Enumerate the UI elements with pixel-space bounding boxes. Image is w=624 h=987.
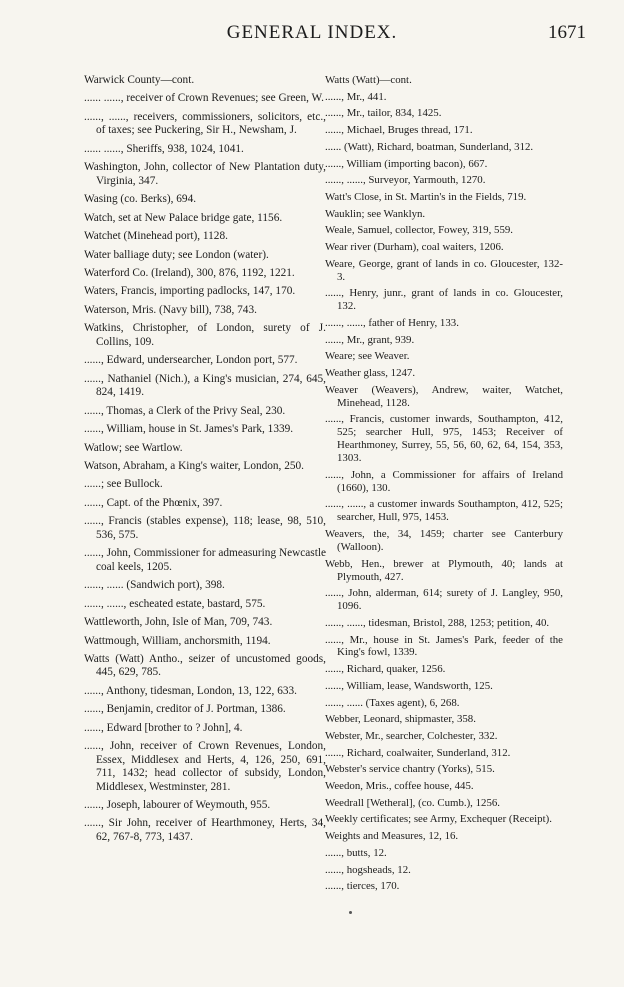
index-entry: ...... (Watt), Richard, boatman, Sunderland, 312. [325, 140, 534, 153]
index-entry: ......, Mr., tailor, 834, 1425. [325, 107, 442, 120]
index-entry: Washington, John, collector of New Plantation duty, Virginia, 347. [84, 161, 326, 187]
index-entry: Weekly certificates; see Army, Exchequer (Receipt). [325, 813, 552, 826]
index-entry: Weale, Samuel, collector, Fowey, 319, 559. [325, 224, 514, 237]
index-column-left [84, 74, 326, 849]
index-entry: Watch, set at New Palace bridge gate, 1156. [84, 211, 283, 224]
index-entry: ......, William (importing bacon), 667. [325, 157, 488, 170]
index-entry: Watts (Watt)—cont. [325, 74, 412, 86]
index-entry: Weights and Measures, 12, 16. [325, 830, 459, 843]
index-entry: ......, Anthony, tidesman, London, 13, 122, 633. [84, 684, 297, 697]
index-entry: Warwick County—cont. [84, 74, 195, 86]
page-number: 1671 [548, 22, 586, 43]
index-entry: Watt's Close, in St. Martin's in the Fields, 719. [325, 190, 527, 203]
index-entry: ......, ......, escheated estate, bastard, 575. [84, 597, 266, 610]
index-entry: ......, Thomas, a Clerk of the Privy Seal, 230. [84, 404, 286, 417]
index-entry: Weather glass, 1247. [325, 367, 416, 380]
index-entry: Wattleworth, John, Isle of Man, 709, 743. [84, 616, 273, 629]
index-entry: Wear river (Durham), coal waiters, 1206. [325, 241, 504, 254]
index-entry: ......, William, lease, Wandsworth, 125. [325, 679, 493, 692]
index-entry: Webster's service chantry (Yorks), 515. [325, 763, 495, 776]
index-entry: Waters, Francis, importing padlocks, 147, 170. [84, 285, 296, 298]
index-entry: Weedrall [Wetheral], (co. Cumb.), 1256. [325, 796, 501, 809]
index-entry: Wattmough, William, anchorsmith, 1194. [84, 634, 271, 647]
index-entry: Webster, Mr., searcher, Colchester, 332. [325, 729, 498, 742]
index-entry: ......, John, receiver of Crown Revenues, London, Essex, Middlesex and Herts, 4, 126, 250, 691, 711, 1432; head collector of subsidy, London, Middlesex, Westminster, 281. [84, 740, 326, 793]
index-entry: Watlow; see Wartlow. [84, 441, 183, 454]
index-entry: Weedon, Mris., coffee house, 445. [325, 780, 474, 793]
index-entry: ......, Sir John, receiver of Hearthmoney, Herts, 34, 62, 767-8, 773, 1437. [84, 817, 326, 843]
index-entry: Webber, Leonard, shipmaster, 358. [325, 713, 476, 726]
index-entry: ......, Francis (stables expense), 118; lease, 98, 510, 536, 575. [84, 515, 326, 541]
index-entry: ......, Francis, customer inwards, Southampton, 412, 525; searcher Hull, 975, 1453; Receiver of Hearthmoney, Surrey, 55, 56, 60, 62, 64, 154, 353, 1303. [325, 413, 563, 465]
index-entry: ......, Mr., house in St. James's Park, feeder of the King's fowl, 1339. [325, 633, 563, 659]
index-entry: Waterford Co. (Ireland), 300, 876, 1192, 1221. [84, 266, 295, 279]
index-entry: ......, ......, Surveyor, Yarmouth, 1270. [325, 174, 486, 187]
index-entry: ...... ......, receiver of Crown Revenues; see Green, W. [84, 92, 324, 105]
index-entry: ......, Joseph, labourer of Weymouth, 955. [84, 799, 271, 812]
index-entry: Watkins, Christopher, of London, surety of J. Collins, 109. [84, 322, 326, 348]
page-mark [349, 911, 352, 914]
index-entry: ...... ......, Sheriffs, 938, 1024, 1041. [84, 142, 244, 155]
index-entry: Watts (Watt) Antho., seizer of uncustomed goods, 445, 629, 785. [84, 652, 326, 679]
index-entry: Water balliage duty; see London (water). [84, 248, 269, 261]
index-entry: ......, butts, 12. [325, 846, 387, 859]
index-entry: ......, ......, father of Henry, 133. [325, 316, 459, 329]
index-entry: ......, Richard, quaker, 1256. [325, 663, 446, 676]
page-header [0, 18, 624, 48]
index-entry: Waterson, Mris. (Navy bill), 738, 743. [84, 303, 257, 316]
index-entry: ......, Mr., 441. [325, 90, 387, 103]
index-entry: ......, Henry, junr., grant of lands in co. Gloucester, 132. [325, 287, 563, 313]
index-entry: ......, tierces, 170. [325, 880, 400, 893]
index-entry: ......, Mr., grant, 939. [325, 333, 415, 346]
index-entry: ......, Nathaniel (Nich.), a King's musician, 274, 645, 824, 1419. [84, 372, 326, 399]
index-entry: Wasing (co. Berks), 694. [84, 193, 197, 206]
page-title: GENERAL INDEX. [226, 22, 398, 43]
index-entry: ......, John, alderman, 614; surety of J. Langley, 950, 1096. [325, 587, 563, 613]
index-entry: Weare; see Weaver. [325, 350, 410, 363]
index-entry: ......, William, house in St. James's Park, 1339. [84, 423, 294, 436]
index-entry: Watson, Abraham, a King's waiter, London, 250. [84, 459, 304, 472]
index-entry: ......, Benjamin, creditor of J. Portman, 1386. [84, 703, 286, 716]
index-entry: ......, ......, a customer inwards Southampton, 412, 525; searcher, Hull, 975, 1453. [325, 498, 563, 524]
index-entry: Weaver (Weavers), Andrew, waiter, Watchet, Minehead, 1128. [325, 383, 563, 409]
index-entry: ......, ......, receivers, commissioners, solicitors, etc., of taxes; see Puckering, Sir H., Newsham, J. [84, 110, 326, 137]
index-entry: ......, ...... (Taxes agent), 6, 268. [325, 696, 460, 709]
index-entry: Weavers, the, 34, 1459; charter see Canterbury (Walloon). [325, 528, 563, 553]
index-entry: ......, Edward, undersearcher, London port, 577. [84, 354, 298, 367]
index-entry: ......, ...... (Sandwich port), 398. [84, 579, 225, 592]
index-entry: ......, John, Commissioner for admeasuring Newcastle coal keels, 1205. [84, 547, 326, 573]
index-entry: ......, Edward [brother to ? John], 4. [84, 721, 243, 734]
index-entry: Webb, Hen., brewer at Plymouth, 40; lands at Plymouth, 427. [325, 557, 563, 583]
index-column-right [325, 74, 563, 897]
index-entry: ......, John, a Commissioner for affairs of Ireland (1660), 130. [325, 468, 563, 494]
index-entry: Watchet (Minehead port), 1128. [84, 230, 228, 243]
index-entry: Weare, George, grant of lands in co. Gloucester, 132-3. [325, 257, 563, 283]
index-entry: ......, hogsheads, 12. [325, 863, 411, 876]
index-entry: ......, ......, tidesman, Bristol, 288, 1253; petition, 40. [325, 616, 550, 629]
index-entry: Wauklin; see Wanklyn. [325, 207, 426, 220]
index-entry: ......, Michael, Bruges thread, 171. [325, 124, 473, 137]
index-entry: ......, Richard, coalwaiter, Sunderland, 312. [325, 746, 511, 759]
index-entry: ......; see Bullock. [84, 478, 163, 491]
index-entry: ......, Capt. of the Phœnix, 397. [84, 496, 223, 509]
